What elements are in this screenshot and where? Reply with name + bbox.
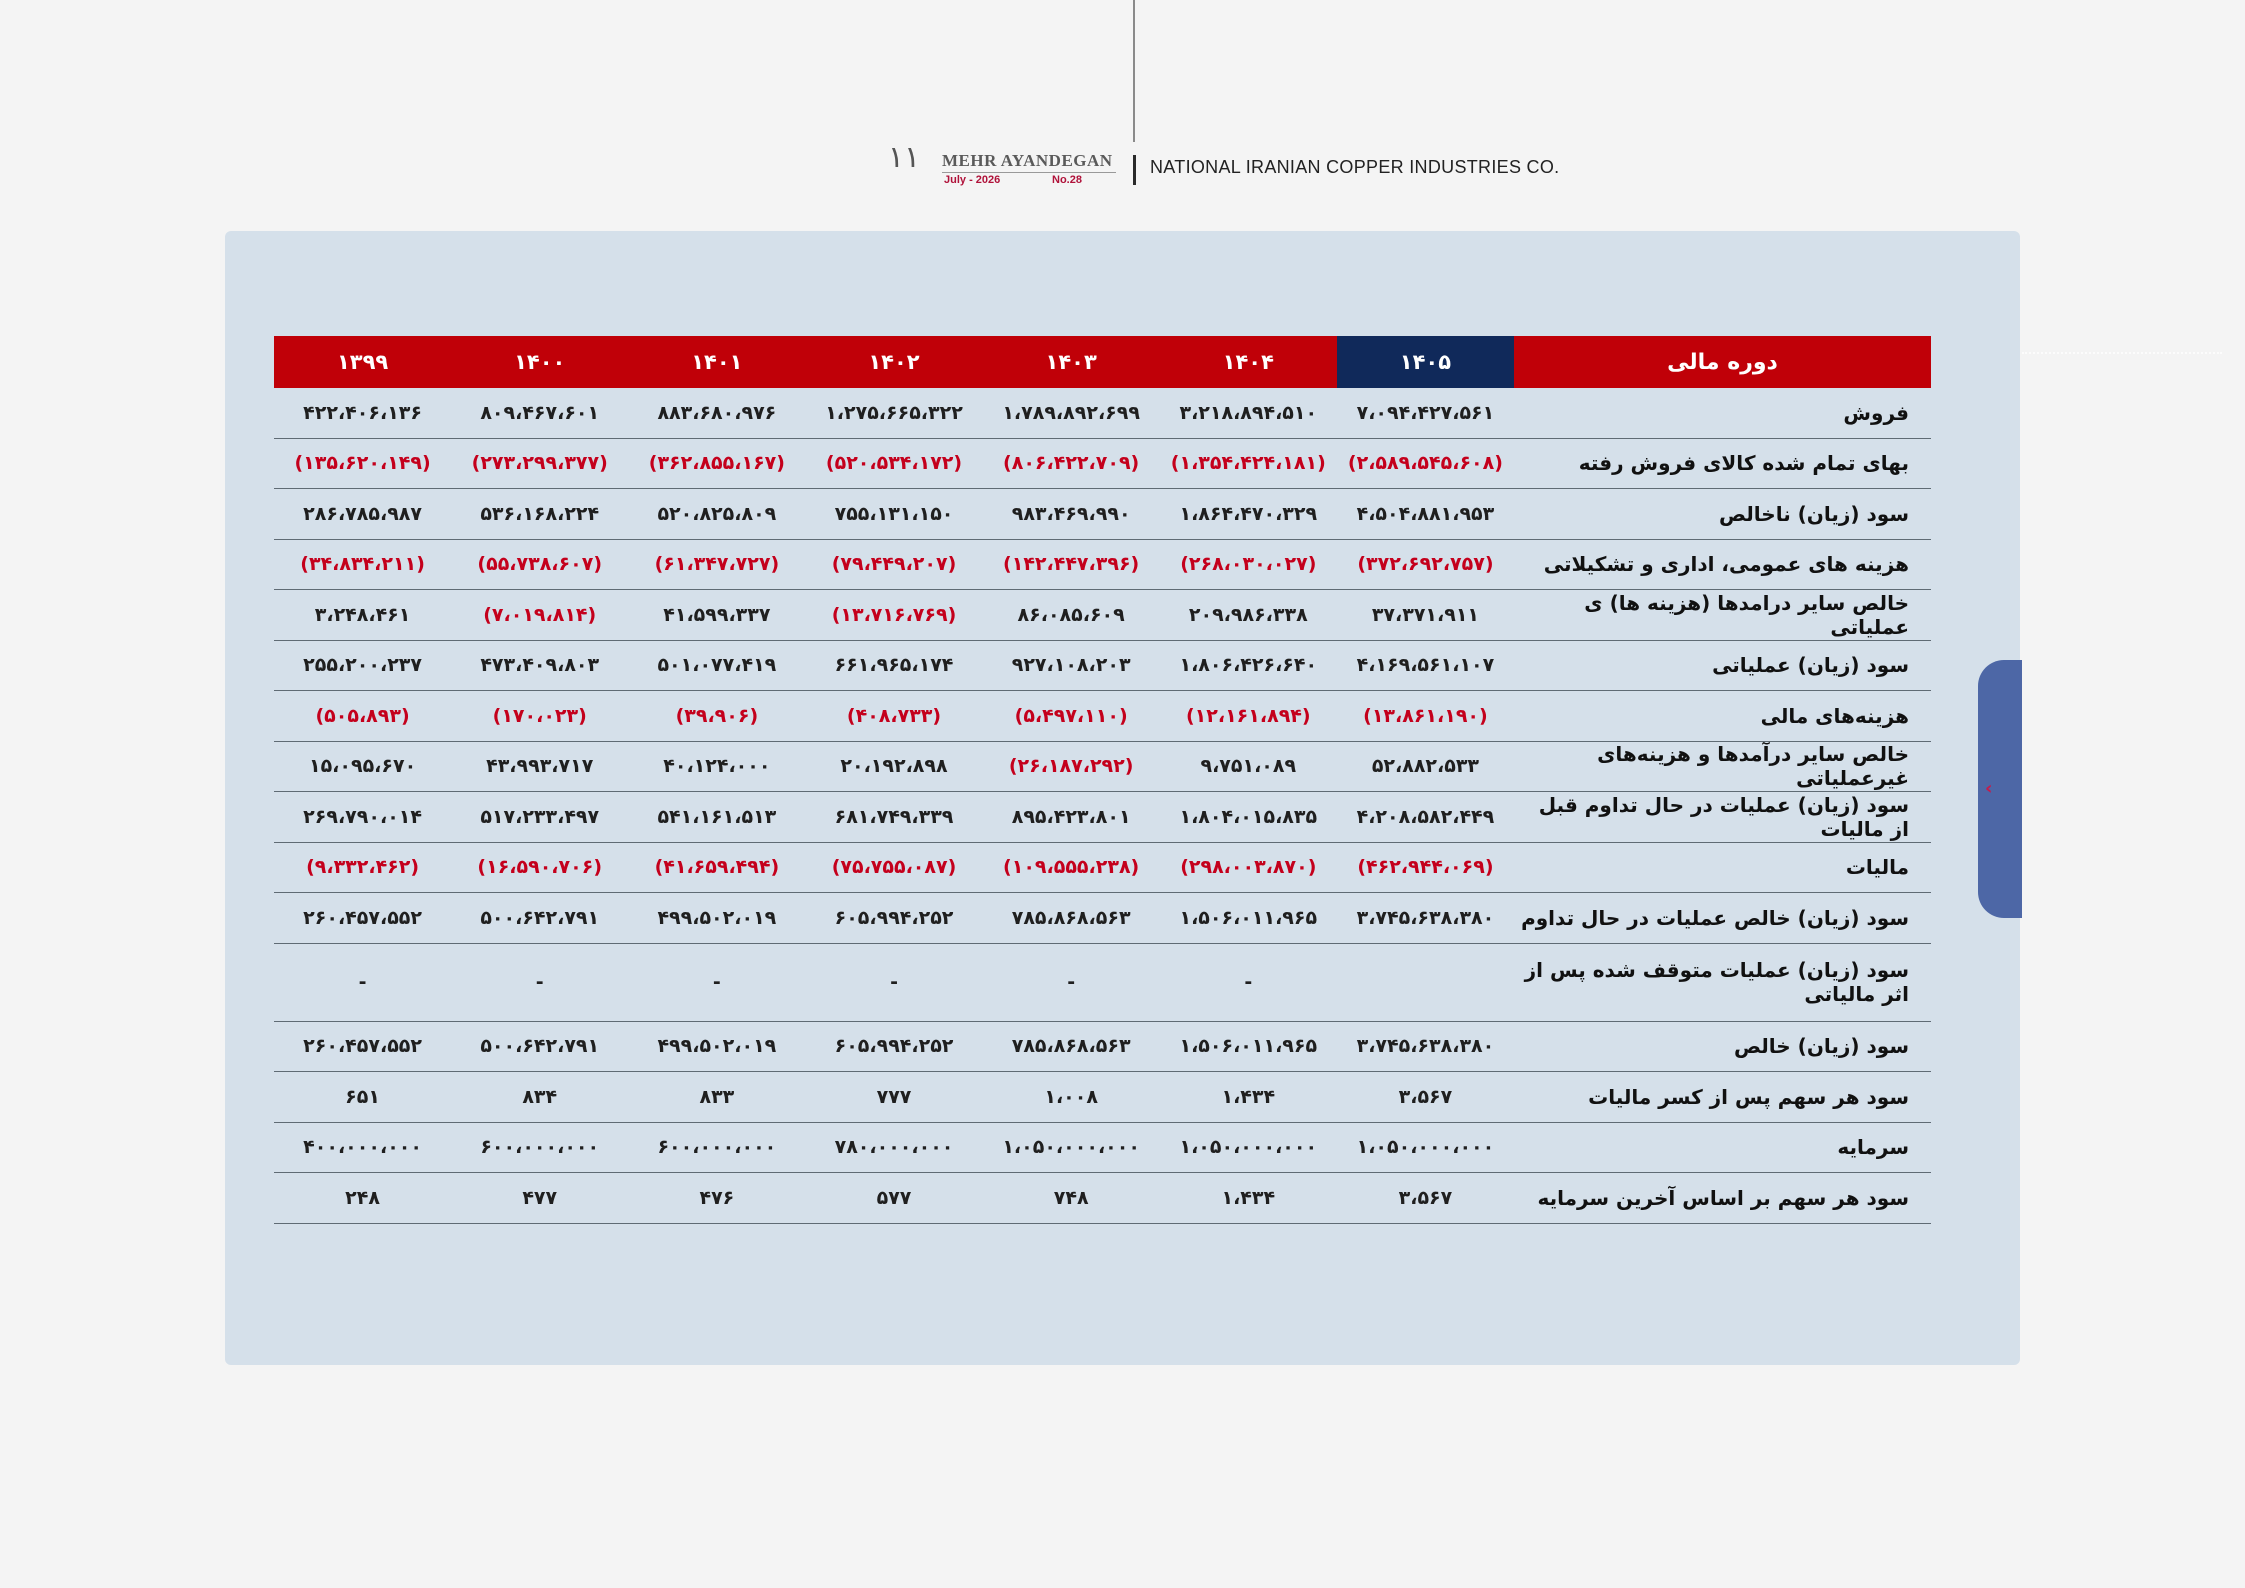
table-cell: - (983, 943, 1160, 1021)
table-cell: ۶۵۱ (274, 1072, 451, 1123)
table-cell: ۲۵۵،۲۰۰،۲۳۷ (274, 640, 451, 691)
table-row (274, 741, 1931, 792)
table-cell: ۶۰۰،۰۰۰،۰۰۰ (451, 1122, 628, 1173)
table-cell: ۸۳۳ (628, 1072, 805, 1123)
table-row (274, 1173, 1931, 1224)
table-header-row (274, 336, 1931, 388)
table-row (274, 691, 1931, 742)
chevron-left-icon[interactable]: ‹ (1985, 778, 1993, 799)
table-cell: ۶۰۵،۹۹۴،۲۵۲ (805, 893, 982, 944)
table-cell: ۲۶۹،۷۹۰،۰۱۴ (274, 792, 451, 843)
row-label: فروش (1514, 388, 1931, 438)
table-cell: ۴۳،۹۹۳،۷۱۷ (451, 741, 628, 792)
table-cell: ۴۷۶ (628, 1173, 805, 1224)
table-cell: ۱۵،۰۹۵،۶۷۰ (274, 741, 451, 792)
year-header: ۱۴۰۳ (983, 336, 1160, 388)
table-cell: (۴۶۲،۹۴۴،۰۶۹) (1337, 842, 1514, 893)
table-cell: - (805, 943, 982, 1021)
table-cell: ۱،۴۳۴ (1160, 1173, 1337, 1224)
brand-name: MEHR AYANDEGAN (942, 151, 1113, 170)
table-cell: ۷۸۰،۰۰۰،۰۰۰ (805, 1122, 982, 1173)
table-cell: ۹۲۷،۱۰۸،۲۰۳ (983, 640, 1160, 691)
row-label: هزینه های عمومی، اداری و تشکیلاتی (1514, 539, 1931, 590)
table-cell: - (451, 943, 628, 1021)
table-cell: (۴۱،۶۵۹،۴۹۴) (628, 842, 805, 893)
table-cell: ۱،۴۳۴ (1160, 1072, 1337, 1123)
table-cell: (۲۷۳،۲۹۹،۳۷۷) (451, 438, 628, 489)
table-cell: ۱،۰۵۰،۰۰۰،۰۰۰ (983, 1122, 1160, 1173)
table-cell: ۱،۵۰۶،۰۱۱،۹۶۵ (1160, 1021, 1337, 1072)
row-label: سود (زیان) عملیات در حال تداوم قبل از مالیات (1514, 792, 1931, 843)
table-cell: (۱۴۲،۴۴۷،۳۹۶) (983, 539, 1160, 590)
table-cell: ۱،۸۶۴،۴۷۰،۳۲۹ (1160, 489, 1337, 540)
table-cell: ۱،۰۵۰،۰۰۰،۰۰۰ (1337, 1122, 1514, 1173)
table-row (274, 388, 1931, 438)
table-cell: (۷،۰۱۹،۸۱۴) (451, 590, 628, 641)
row-label: بهای تمام شده کالای فروش رفته (1514, 438, 1931, 489)
table-cell: (۲۶،۱۸۷،۲۹۲) (983, 741, 1160, 792)
table-cell: (۴۰۸،۷۳۳) (805, 691, 982, 742)
table-row (274, 1021, 1931, 1072)
table-cell: ۲۰۹،۹۸۶،۳۳۸ (1160, 590, 1337, 641)
table-cell: ۴،۵۰۴،۸۸۱،۹۵۳ (1337, 489, 1514, 540)
table-row (274, 842, 1931, 893)
table-cell: ۶۰۵،۹۹۴،۲۵۲ (805, 1021, 982, 1072)
table-cell: (۳۴،۸۳۴،۲۱۱) (274, 539, 451, 590)
table-cell: ۷۸۵،۸۶۸،۵۶۳ (983, 1021, 1160, 1072)
table-cell: ۲۰،۱۹۲،۸۹۸ (805, 741, 982, 792)
table-cell: ۱،۵۰۶،۰۱۱،۹۶۵ (1160, 893, 1337, 944)
page-number: ۱۱ (887, 140, 921, 175)
table-cell: - (274, 943, 451, 1021)
table-cell: ۸۳۴ (451, 1072, 628, 1123)
table-cell: (۵۲۰،۵۳۴،۱۷۲) (805, 438, 982, 489)
table-cell: (۵۰۵،۸۹۳) (274, 691, 451, 742)
table-row (274, 1072, 1931, 1123)
table-cell: ۴۱،۵۹۹،۳۳۷ (628, 590, 805, 641)
table-cell: (۲،۵۸۹،۵۴۵،۶۰۸) (1337, 438, 1514, 489)
table-row (274, 489, 1931, 540)
table-cell: ۱،۰۰۸ (983, 1072, 1160, 1123)
table-cell: (۲۶۸،۰۳۰،۰۲۷) (1160, 539, 1337, 590)
table-cell: ۳،۲۱۸،۸۹۴،۵۱۰ (1160, 388, 1337, 438)
row-label: سود (زیان) عملیات متوقف شده پس از اثر مالیاتی (1514, 943, 1931, 1021)
table-cell: ۹،۷۵۱،۰۸۹ (1160, 741, 1337, 792)
table-cell: ۱،۲۷۵،۶۶۵،۳۲۲ (805, 388, 982, 438)
table-cell: (۱۳،۷۱۶،۷۶۹) (805, 590, 982, 641)
table-cell: ۸۰۹،۴۶۷،۶۰۱ (451, 388, 628, 438)
row-label: سود (زیان) عملیاتی (1514, 640, 1931, 691)
row-label: سود (زیان) خالص (1514, 1021, 1931, 1072)
table-cell: ۸۶،۰۸۵،۶۰۹ (983, 590, 1160, 641)
row-label: سود (زیان) ناخالص (1514, 489, 1931, 540)
table-cell: ۷۸۵،۸۶۸،۵۶۳ (983, 893, 1160, 944)
table-cell: ۱،۸۰۶،۴۲۶،۶۴۰ (1160, 640, 1337, 691)
table-row (274, 590, 1931, 641)
year-header: ۱۴۰۲ (805, 336, 982, 388)
table-cell: ۵۳۶،۱۶۸،۲۲۴ (451, 489, 628, 540)
table-cell: ۳۷،۳۷۱،۹۱۱ (1337, 590, 1514, 641)
year-header: ۱۳۹۹ (274, 336, 451, 388)
year-header: ۱۴۰۵ (1337, 336, 1514, 388)
table-cell: ۱،۸۰۴،۰۱۵،۸۳۵ (1160, 792, 1337, 843)
decorative-dotted-line (2022, 352, 2222, 354)
table-cell: ۵۰۰،۶۴۲،۷۹۱ (451, 893, 628, 944)
table-row (274, 943, 1931, 1021)
table-cell: ۵۲۰،۸۲۵،۸۰۹ (628, 489, 805, 540)
table-cell: ۳،۷۴۵،۶۳۸،۳۸۰ (1337, 893, 1514, 944)
table-cell: (۸۰۶،۴۲۲،۷۰۹) (983, 438, 1160, 489)
table-cell: (۳۹،۹۰۶) (628, 691, 805, 742)
issue-number: No.28 (1052, 174, 1082, 186)
table-cell: ۷۵۵،۱۳۱،۱۵۰ (805, 489, 982, 540)
period-header: دوره مالی (1514, 336, 1931, 388)
table-cell: ۵۴۱،۱۶۱،۵۱۳ (628, 792, 805, 843)
table-cell: (۱،۳۵۴،۴۲۴،۱۸۱) (1160, 438, 1337, 489)
row-label: سود (زیان) خالص عملیات در حال تداوم (1514, 893, 1931, 944)
table-cell: ۴،۱۶۹،۵۶۱،۱۰۷ (1337, 640, 1514, 691)
company-name: NATIONAL IRANIAN COPPER INDUSTRIES CO. (1150, 157, 1560, 177)
table-cell: ۵۲،۸۸۲،۵۳۳ (1337, 741, 1514, 792)
financial-table (274, 336, 1931, 1224)
table-cell: ۴۲۲،۴۰۶،۱۳۶ (274, 388, 451, 438)
table-cell: ۳،۲۴۸،۴۶۱ (274, 590, 451, 641)
table-cell: (۳۷۲،۶۹۲،۷۵۷) (1337, 539, 1514, 590)
table-cell: ۵۰۰،۶۴۲،۷۹۱ (451, 1021, 628, 1072)
table-cell: ۹۸۳،۴۶۹،۹۹۰ (983, 489, 1160, 540)
row-label: سود هر سهم بر اساس آخرین سرمایه (1514, 1173, 1931, 1224)
table-cell: ۵۰۱،۰۷۷،۴۱۹ (628, 640, 805, 691)
table-cell: ۳،۵۶۷ (1337, 1072, 1514, 1123)
table-cell: ۳،۷۴۵،۶۳۸،۳۸۰ (1337, 1021, 1514, 1072)
table-cell: ۱،۰۵۰،۰۰۰،۰۰۰ (1160, 1122, 1337, 1173)
table-cell: ۴،۲۰۸،۵۸۲،۴۴۹ (1337, 792, 1514, 843)
year-header: ۱۴۰۴ (1160, 336, 1337, 388)
row-label: مالیات (1514, 842, 1931, 893)
table-cell: - (1160, 943, 1337, 1021)
table-cell: ۴۷۷ (451, 1173, 628, 1224)
row-label: خالص سایر درامدها (هزینه ها) ی عملیاتی (1514, 590, 1931, 641)
table-body (274, 388, 1931, 1223)
table-cell: (۵۵،۷۳۸،۶۰۷) (451, 539, 628, 590)
table-cell: (۷۹،۴۴۹،۲۰۷) (805, 539, 982, 590)
table-cell: (۶۱،۳۴۷،۷۲۷) (628, 539, 805, 590)
table-cell: ۷۴۸ (983, 1173, 1160, 1224)
table-cell: ۳،۵۶۷ (1337, 1173, 1514, 1224)
row-label: سود هر سهم پس از کسر مالیات (1514, 1072, 1931, 1123)
table-row (274, 539, 1931, 590)
year-header: ۱۴۰۱ (628, 336, 805, 388)
table-cell: (۱۶،۵۹۰،۷۰۶) (451, 842, 628, 893)
table-row (274, 1122, 1931, 1173)
row-label: خالص سایر درآمدها و هزینه‌های غیرعملیاتی (1514, 741, 1931, 792)
table-row (274, 640, 1931, 691)
table-cell: ۱،۷۸۹،۸۹۲،۶۹۹ (983, 388, 1160, 438)
table-cell: ۶۰۰،۰۰۰،۰۰۰ (628, 1122, 805, 1173)
table-cell: (۱۳،۸۶۱،۱۹۰) (1337, 691, 1514, 742)
table-cell: ۴۰۰،۰۰۰،۰۰۰ (274, 1122, 451, 1173)
table-cell: ۸۸۳،۶۸۰،۹۷۶ (628, 388, 805, 438)
table-row (274, 792, 1931, 843)
top-divider-line (1133, 0, 1135, 142)
table-cell: ۲۸۶،۷۸۵،۹۸۷ (274, 489, 451, 540)
year-header: ۱۴۰۰ (451, 336, 628, 388)
table-row (274, 438, 1931, 489)
table-cell: (۷۵،۷۵۵،۰۸۷) (805, 842, 982, 893)
table-cell: (۲۹۸،۰۰۳،۸۷۰) (1160, 842, 1337, 893)
row-label: هزینه‌های مالی (1514, 691, 1931, 742)
header-separator (1133, 155, 1136, 185)
table-cell: ۵۷۷ (805, 1173, 982, 1224)
table-cell: ۴۹۹،۵۰۲،۰۱۹ (628, 893, 805, 944)
table-cell: (۱۷۰،۰۲۳) (451, 691, 628, 742)
table-cell: - (628, 943, 805, 1021)
table-cell (1337, 943, 1514, 1021)
table-cell: ۴۷۳،۴۰۹،۸۰۳ (451, 640, 628, 691)
table-cell: (۱۲،۱۶۱،۸۹۴) (1160, 691, 1337, 742)
table-cell: (۵،۴۹۷،۱۱۰) (983, 691, 1160, 742)
table-cell: (۱۰۹،۵۵۵،۲۳۸) (983, 842, 1160, 893)
table-cell: ۷۷۷ (805, 1072, 982, 1123)
table-row (274, 893, 1931, 944)
issue-date: July - 2026 (944, 174, 1001, 186)
row-label: سرمایه (1514, 1122, 1931, 1173)
table-cell: (۳۶۲،۸۵۵،۱۶۷) (628, 438, 805, 489)
table-cell: ۸۹۵،۴۲۳،۸۰۱ (983, 792, 1160, 843)
table-cell: ۶۶۱،۹۶۵،۱۷۴ (805, 640, 982, 691)
table-cell: ۵۱۷،۲۳۳،۴۹۷ (451, 792, 628, 843)
table-cell: ۲۶۰،۴۵۷،۵۵۲ (274, 893, 451, 944)
table-cell: ۴۰،۱۲۴،۰۰۰ (628, 741, 805, 792)
table-cell: ۶۸۱،۷۴۹،۳۳۹ (805, 792, 982, 843)
table-cell: ۴۹۹،۵۰۲،۰۱۹ (628, 1021, 805, 1072)
table-cell: ۲۴۸ (274, 1173, 451, 1224)
table-cell: (۱۳۵،۶۲۰،۱۴۹) (274, 438, 451, 489)
table-cell: ۷،۰۹۴،۴۲۷،۵۶۱ (1337, 388, 1514, 438)
table-cell: (۹،۳۳۲،۴۶۲) (274, 842, 451, 893)
table-cell: ۲۶۰،۴۵۷،۵۵۲ (274, 1021, 451, 1072)
brand-underline (942, 172, 1116, 173)
